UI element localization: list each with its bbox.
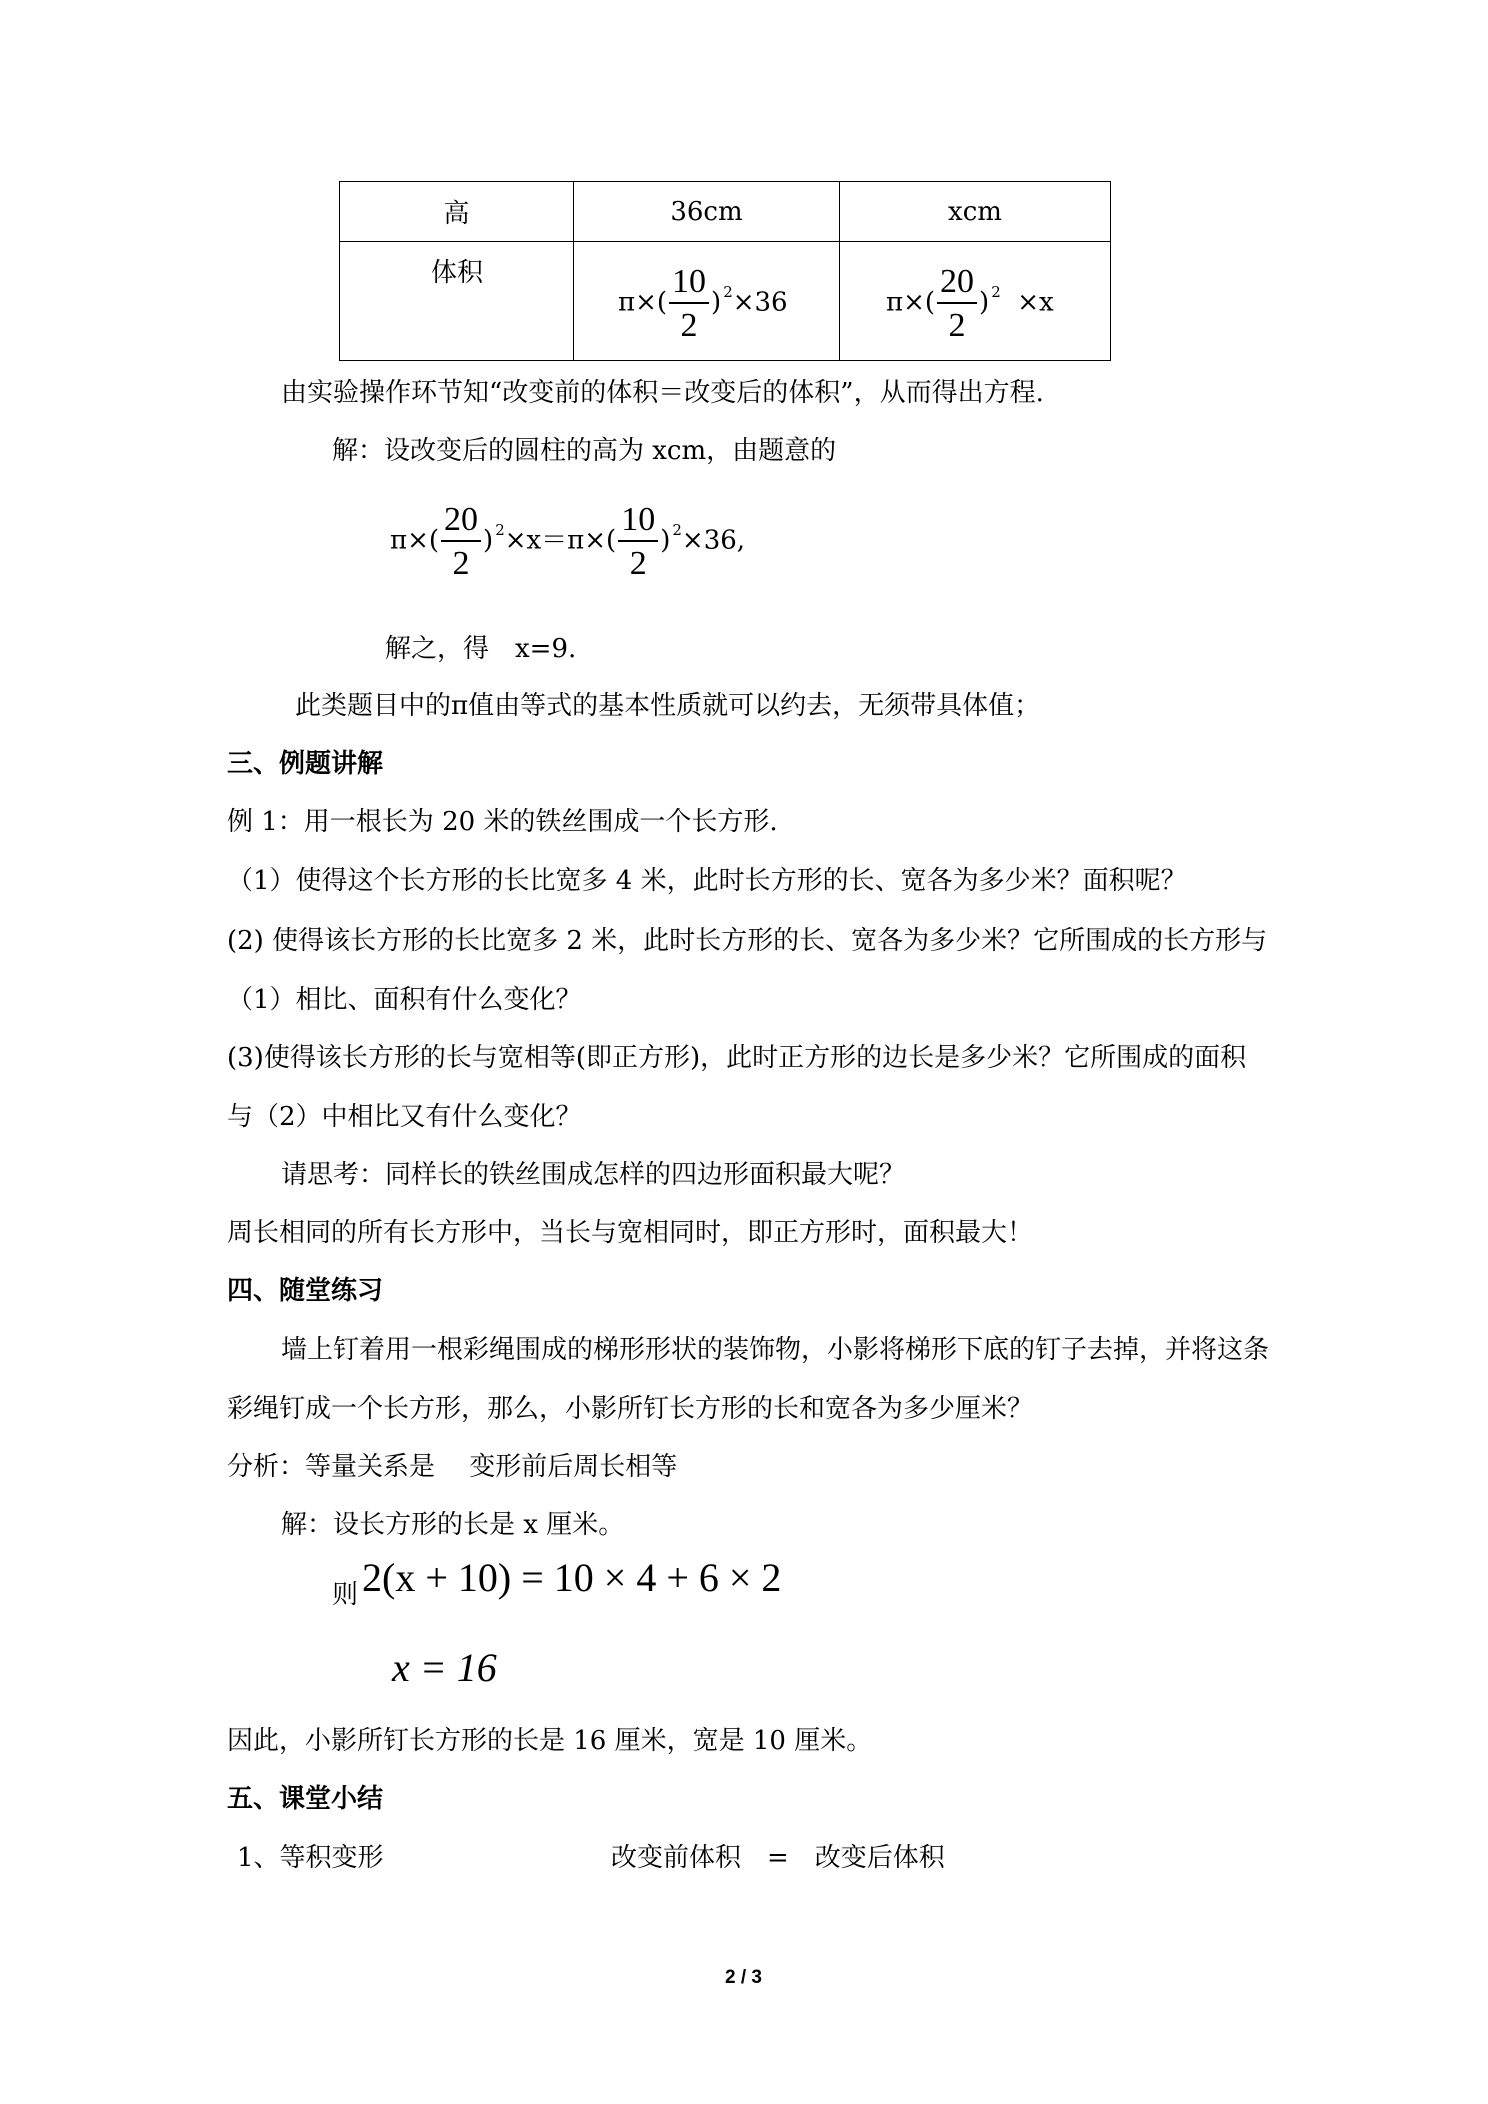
paragraph: 由实验操作环节知“改变前的体积＝改变后的体积”，从而得出方程. <box>281 378 1044 408</box>
table-row <box>340 242 1111 361</box>
equation-perimeter: 2(x + 10) = 10 × 4 + 6 × 2 <box>362 1555 782 1600</box>
equation-volume: π×( $\frac{20}{2}$ ) $^2$×x＝π×( $\frac{10}{2}$ ) $^2$×36, <box>390 501 746 582</box>
fraction: $\frac{20}{2}$ <box>441 502 481 581</box>
label-then: 则 <box>332 1580 359 1610</box>
summary-equation: 改变前体积 = 改变后体积 <box>611 1843 945 1873</box>
paragraph: 墙上钉着用一根彩绳围成的梯形形状的装饰物，小影将梯形下底的钉子去掉，并将这条 <box>281 1335 1270 1365</box>
table-cell <box>840 242 1111 361</box>
paragraph: (2) 使得该长方形的长比宽多 2 米，此时长方形的长、宽各为多少米？它所围成的长方形与 <box>227 926 1268 956</box>
table-cell <box>340 182 574 242</box>
table-cell <box>574 242 840 361</box>
summary-label: 1、等积变形 <box>237 1843 384 1873</box>
paragraph: 例 1：用一根长为 20 米的铁丝围成一个长方形. <box>227 807 778 837</box>
table-cell <box>574 182 840 242</box>
paragraph: 分析：等量关系是 变形前后周长相等 <box>227 1452 678 1482</box>
paragraph: （1）使得这个长方形的长比宽多 4 米，此时长方形的长、宽各为多少米？面积呢？ <box>227 866 1187 896</box>
volume-table <box>339 181 1111 361</box>
paragraph: 因此，小影所钉长方形的长是 16 厘米，宽是 10 厘米。 <box>227 1726 873 1756</box>
page-number: 2 / 3 <box>725 1967 762 1988</box>
table-cell <box>340 242 574 361</box>
paragraph: 此类题目中的π值由等式的基本性质就可以约去，无须带具体值； <box>295 691 1041 721</box>
volume-after-formula: π×( $\frac{20}{2}$ ) $^2$ ×x <box>886 263 1054 344</box>
height-before: 36cm <box>670 196 743 227</box>
paragraph: 解：设改变后的圆柱的高为 xcm，由题意的 <box>332 436 837 466</box>
paragraph: (3)使得该长方形的长与宽相等(即正方形)，此时正方形的边长是多少米？它所围成的面积 <box>227 1043 1247 1073</box>
paragraph: （1）相比、面积有什么变化？ <box>227 985 582 1015</box>
paragraph: 解之，得 x=9. <box>385 634 577 664</box>
section-heading: 四、随堂练习 <box>227 1276 384 1306</box>
height-after: xcm <box>948 196 1002 227</box>
fraction: $\frac{20}{2}$ <box>937 264 977 343</box>
paragraph: 请思考：同样长的铁丝围成怎样的四边形面积最大呢？ <box>281 1160 906 1190</box>
table-cell <box>840 182 1111 242</box>
fraction: $\frac{10}{2}$ <box>669 264 709 343</box>
paragraph: 与（2）中相比又有什么变化？ <box>227 1102 582 1132</box>
section-heading: 三、例题讲解 <box>227 749 384 779</box>
volume-before-formula: π×( $\frac{10}{2}$ ) $^2$×36 <box>618 263 788 344</box>
table-row <box>340 182 1111 242</box>
row-label-height: 高 <box>443 199 470 229</box>
paragraph: 彩绳钉成一个长方形，那么，小影所钉长方形的长和宽各为多少厘米？ <box>227 1394 1034 1424</box>
equation-solution: x = 16 <box>392 1645 497 1690</box>
fraction: $\frac{10}{2}$ <box>618 502 658 581</box>
paragraph: 解：设长方形的长是 x 厘米。 <box>281 1510 625 1540</box>
row-label-volume: 体积 <box>431 258 484 288</box>
section-heading: 五、课堂小结 <box>227 1784 384 1814</box>
paragraph: 周长相同的所有长方形中，当长与宽相同时，即正方形时，面积最大！ <box>227 1218 1034 1248</box>
